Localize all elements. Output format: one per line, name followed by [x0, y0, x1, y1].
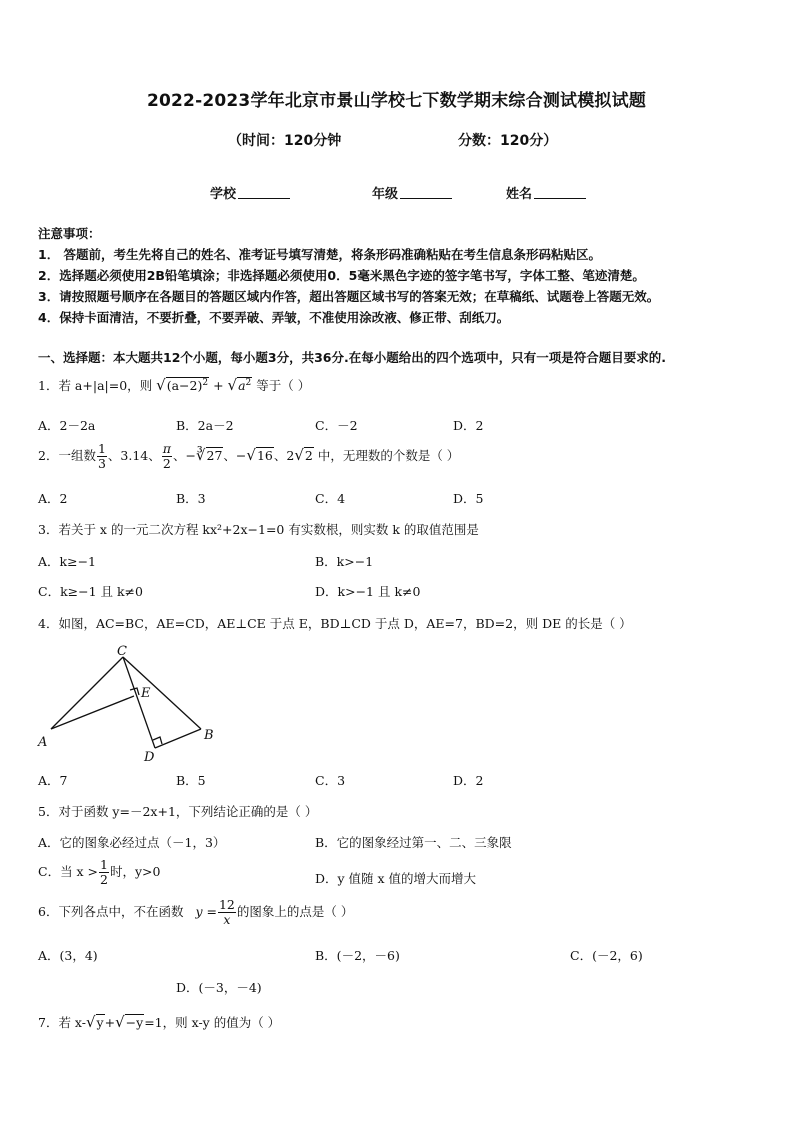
- q2-option-a: A．2: [38, 491, 68, 506]
- cube-root-27: 27: [206, 448, 223, 463]
- name-field: [506, 183, 586, 202]
- question-3: 3．若关于 x 的一元二次方程 kx²+2x−1=0 有实数根，则实数 k 的取值范围是: [38, 522, 479, 537]
- fraction-one-half: $\frac{1}{2}$: [100, 857, 108, 887]
- school-label: 学校: [210, 187, 237, 202]
- segment-cd: [123, 657, 155, 748]
- label-b: B: [204, 728, 214, 743]
- score-label: 分数：120分）: [458, 133, 558, 149]
- q1-option-d: D．2: [453, 418, 484, 433]
- grade-blank: [400, 186, 452, 199]
- q2-option-d: D．5: [453, 491, 484, 506]
- q6-option-c: C．(－2，6): [570, 948, 643, 963]
- q2-stem-end: 中，无理数的个数是（ ）: [317, 448, 460, 463]
- sqrt-2: 2: [304, 448, 313, 463]
- question-4: 4．如图，AC=BC，AE=CD，AE⊥CE 于点 E，BD⊥CD 于点 D，AE=7，BD=2，则 DE 的长是（ ）: [38, 616, 632, 631]
- time-label: （时间：120分钟: [228, 133, 342, 149]
- segment-ac: [51, 657, 123, 729]
- school-blank: [238, 186, 290, 199]
- segment-cb: [123, 657, 201, 729]
- q1-option-b: B．2a－2: [176, 418, 234, 433]
- sqrt-y: y: [96, 1015, 104, 1030]
- q3-option-b: B．k>−1: [315, 554, 374, 569]
- section-heading: 一、选择题：本大题共12个小题，每小题3分，共36分.在每小题给出的四个选项中，只有一项是符合题目要求的.: [38, 350, 666, 365]
- q3-option-c: C．k≥−1 且 k≠0: [38, 584, 143, 599]
- notice-item: 1． 答题前，考生先将自己的姓名、准考证号填写清楚，将条形码准确粘贴在考生信息条形码粘贴区。: [38, 247, 602, 262]
- sqrt-sign: √: [227, 376, 238, 394]
- fraction-12-over-x: $\frac{12}{x}$: [218, 897, 235, 927]
- q2-option-c: C．4: [315, 491, 346, 506]
- label-d: D: [144, 750, 155, 765]
- q7-stem-end: ，则 x-y 的值为（ ）: [162, 1015, 281, 1030]
- q1-radicand-2: $a^2$: [238, 377, 252, 393]
- q2-option-b: B．3: [176, 491, 206, 506]
- q1-stem-start: 1．若 a+|a|=0，则: [38, 378, 153, 393]
- q6-option-a: A．(3，4): [38, 948, 98, 963]
- question-5: 5．对于函数 y=－2x+1，下列结论正确的是（ ）: [38, 804, 318, 819]
- q5-option-c: C．当 x > $\frac{1}{2}$ 时，y>0: [38, 857, 161, 887]
- q1-option-c: C．－2: [315, 418, 358, 433]
- q2-stem-start: 2．一组数: [38, 448, 96, 463]
- question-7: 7．若 x-√y+√−y=1，则 x-y 的值为（ ）: [38, 1013, 281, 1031]
- question-6: 6．下列各点中，不在函数 y = $\frac{12}{x}$ 的图象上的点是（ ）: [38, 897, 354, 927]
- notice-item: 2．选择题必须使用2B铅笔填涂；非选择题必须使用0．5毫米黑色字迹的签字笔书写，字体工整、笔迹清楚。: [38, 268, 645, 283]
- sqrt-neg-y: −y: [125, 1015, 144, 1030]
- q7-stem-start: 7．若 x-: [38, 1015, 86, 1030]
- q3-option-a: A．k≥−1: [38, 554, 97, 569]
- sqrt-sign: √: [156, 376, 166, 394]
- fraction-pi-half: $\frac{\pi}{2}$: [162, 441, 171, 471]
- q1-radicand: $(a-2)^2$: [166, 377, 209, 393]
- q4-option-a: A．7: [38, 773, 68, 788]
- q4-option-b: B．5: [176, 773, 206, 788]
- triangle-figure: [30, 640, 230, 768]
- q5-option-d: D．y 值随 x 值的增大而增大: [315, 871, 477, 886]
- grade-label: 年级: [372, 187, 399, 202]
- q5-option-a: A．它的图象必经过点（－1，3）: [38, 835, 226, 850]
- segment-bd: [155, 729, 201, 748]
- label-e: E: [141, 686, 151, 701]
- q3-option-d: D．k>−1 且 k≠0: [315, 584, 421, 599]
- grade-field: [372, 183, 452, 202]
- page-title: 2022-2023学年北京市景山学校七下数学期末综合测试模拟试题: [146, 91, 647, 111]
- sqrt-16: 16: [256, 448, 273, 463]
- q1-stem-end: 等于（ ）: [256, 378, 311, 393]
- q6-option-d: D．(－3，－4): [176, 980, 262, 995]
- segment-ae: [51, 696, 134, 729]
- notice-item: 4．保持卡面清洁，不要折叠，不要弄破、弄皱，不准使用涂改液、修正带、刮纸刀。: [38, 310, 510, 325]
- fraction-one-third: $\frac{1}{3}$: [97, 441, 106, 471]
- q6-stem-end: 的图象上的点是（ ）: [236, 904, 354, 919]
- name-label: 姓名: [506, 187, 533, 202]
- question-2: 2．一组数 $\frac{1}{3}$ 、3.14、 $\frac{\pi}{2}$ 、−∛27、−√16、2√2 中，无理数的个数是（ ）: [38, 441, 460, 471]
- q5-option-b: B．它的图象经过第一、二、三象限: [315, 835, 512, 850]
- notice-item: 3．请按照题号顺序在各题目的答题区域内作答，超出答题区域书写的答案无效；在草稿纸、试题卷上答题无效。: [38, 289, 660, 304]
- q6-stem-start: 6．下列各点中，不在函数: [38, 904, 184, 919]
- q4-option-d: D．2: [453, 773, 484, 788]
- q6-option-b: B．(－2，－6): [315, 948, 400, 963]
- label-c: C: [117, 644, 127, 659]
- school-field: [210, 183, 290, 202]
- q4-option-c: C．3: [315, 773, 346, 788]
- q1-option-a: A．2－2a: [38, 418, 96, 433]
- label-a: A: [38, 735, 48, 750]
- name-blank: [534, 186, 586, 199]
- right-angle-d: [153, 737, 162, 744]
- notice-heading: 注意事项：: [38, 226, 101, 241]
- question-1: 1．若 a+|a|=0，则 $√(a-2)^2 + √a^2$ 等于（ ）: [38, 376, 311, 394]
